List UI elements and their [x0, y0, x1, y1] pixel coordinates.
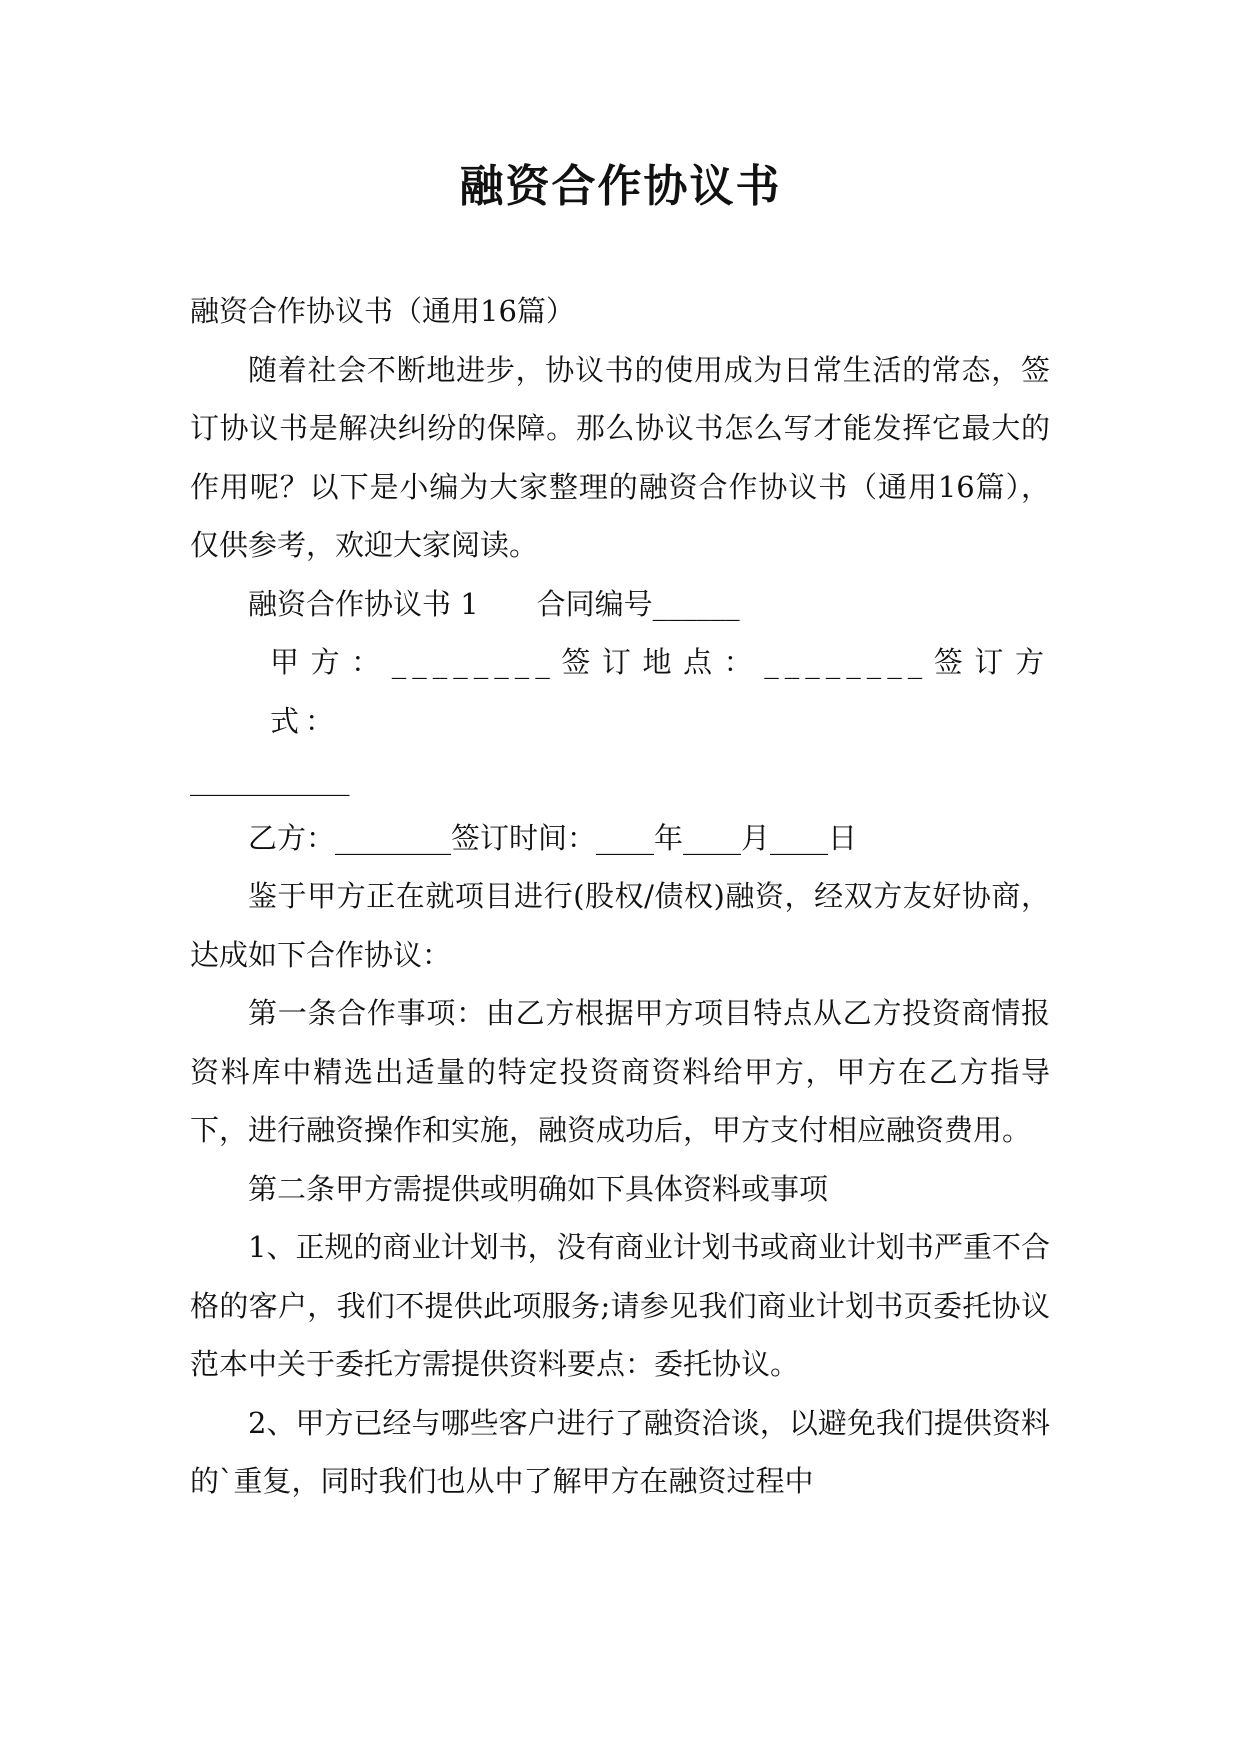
item-1-paragraph: 1、正规的商业计划书，没有商业计划书或商业计划书严重不合格的客户，我们不提供此项服务;请参见我们商业计划书页委托协议范本中关于委托方需提供资料要点：委托协议。 — [190, 1230, 1050, 1381]
document-title: 融资合作协议书 — [459, 161, 782, 212]
item-2-paragraph: 2、甲方已经与哪些客户进行了融资洽谈，以避免我们提供资料的`重复，同时我们也从中了解甲方在融资过程中 — [190, 1405, 1050, 1498]
preamble-paragraph: 鉴于甲方正在就项目进行(股权/债权)融资，经双方友好协商，达成如下合作协议： — [190, 879, 1050, 972]
article-2-heading: 第二条甲方需提供或明确如下具体资料或事项 — [248, 1171, 829, 1206]
document-body — [190, 282, 1050, 1511]
contract-number-line: 融资合作协议书 1 合同编号______ — [248, 586, 740, 621]
intro-paragraph: 随着社会不断地进步，协议书的使用成为日常生活的常态，签订协议书是解决纠纷的保障。那么协议书怎么写才能发挥它最大的作用呢？以下是小编为大家整理的融资合作协议书（通用16篇），仅供参考，欢迎大家阅读。 — [190, 352, 1050, 562]
article-1-paragraph: 第一条合作事项：由乙方根据甲方项目特点从乙方投资商情报资料库中精选出适量的特定投资商资料给甲方，甲方在乙方指导下，进行融资操作和实施，融资成功后，甲方支付相应融资费用。 — [190, 996, 1050, 1147]
signing-method-blank: ___________ — [190, 762, 350, 796]
subtitle-paragraph: 融资合作协议书（通用16篇） — [190, 294, 575, 328]
party-a-line: 甲方：________签订地点：________签订方式： — [270, 645, 1050, 738]
party-b-line: 乙方：________签订时间：____年____月____日 — [248, 820, 858, 855]
